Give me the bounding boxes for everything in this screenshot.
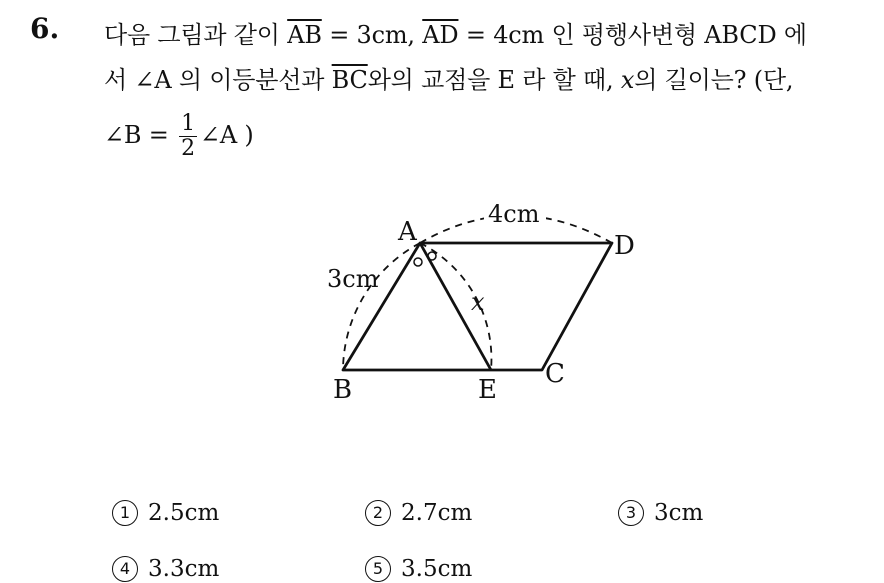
choice-number-icon: 5 <box>365 556 391 582</box>
segment-bc: $\overline{BC}$ <box>331 66 368 94</box>
condition-text: ∠A ) <box>199 121 254 149</box>
choice-text: 2.5cm <box>148 500 220 526</box>
choice-number-icon: 3 <box>618 500 644 526</box>
question-text: 와의 교점을 E 라 할 때, <box>367 66 621 94</box>
question-number: 6. <box>30 12 60 45</box>
choice-text: 3.3cm <box>148 556 220 582</box>
choice-number-icon: 2 <box>365 500 391 526</box>
question-text: 의 길이는? (단, <box>634 66 794 94</box>
segment-ab: $\overline{AB}$ <box>287 21 322 49</box>
condition-text: ∠B = <box>104 121 177 149</box>
fraction-denominator: 2 <box>181 136 195 161</box>
choice-4[interactable] <box>112 556 219 582</box>
label-c: C <box>545 359 565 389</box>
choice-2[interactable] <box>365 500 472 526</box>
question-text: = 3cm, <box>321 21 423 49</box>
question-text: = 4cm 인 평행사변형 ABCD 에 <box>458 21 807 49</box>
label-x: x <box>471 288 485 316</box>
label-a: A <box>398 217 417 247</box>
label-d: D <box>614 231 635 261</box>
choice-3[interactable] <box>618 500 703 526</box>
choice-number-icon: 1 <box>112 500 138 526</box>
choice-text: 3cm <box>654 500 704 526</box>
label-ab-length: 3cm <box>327 265 379 293</box>
angle-mark-2 <box>428 252 436 260</box>
label-e: E <box>478 375 497 405</box>
variable-x: x <box>620 66 635 94</box>
choice-1[interactable] <box>112 500 219 526</box>
label-ad-length: 4cm <box>488 200 540 228</box>
question-text: 서 ∠A 의 이등분선과 <box>104 66 332 94</box>
question-text: 다음 그림과 같이 <box>104 21 288 49</box>
label-b: B <box>333 375 353 405</box>
segment-ad: $\overline{AD}$ <box>422 21 459 49</box>
choice-text: 2.7cm <box>401 500 473 526</box>
fraction-numerator: 1 <box>181 111 195 136</box>
angle-mark-1 <box>414 258 422 266</box>
choice-5[interactable] <box>365 556 472 582</box>
choice-text: 3.5cm <box>401 556 473 582</box>
choice-number-icon: 4 <box>112 556 138 582</box>
